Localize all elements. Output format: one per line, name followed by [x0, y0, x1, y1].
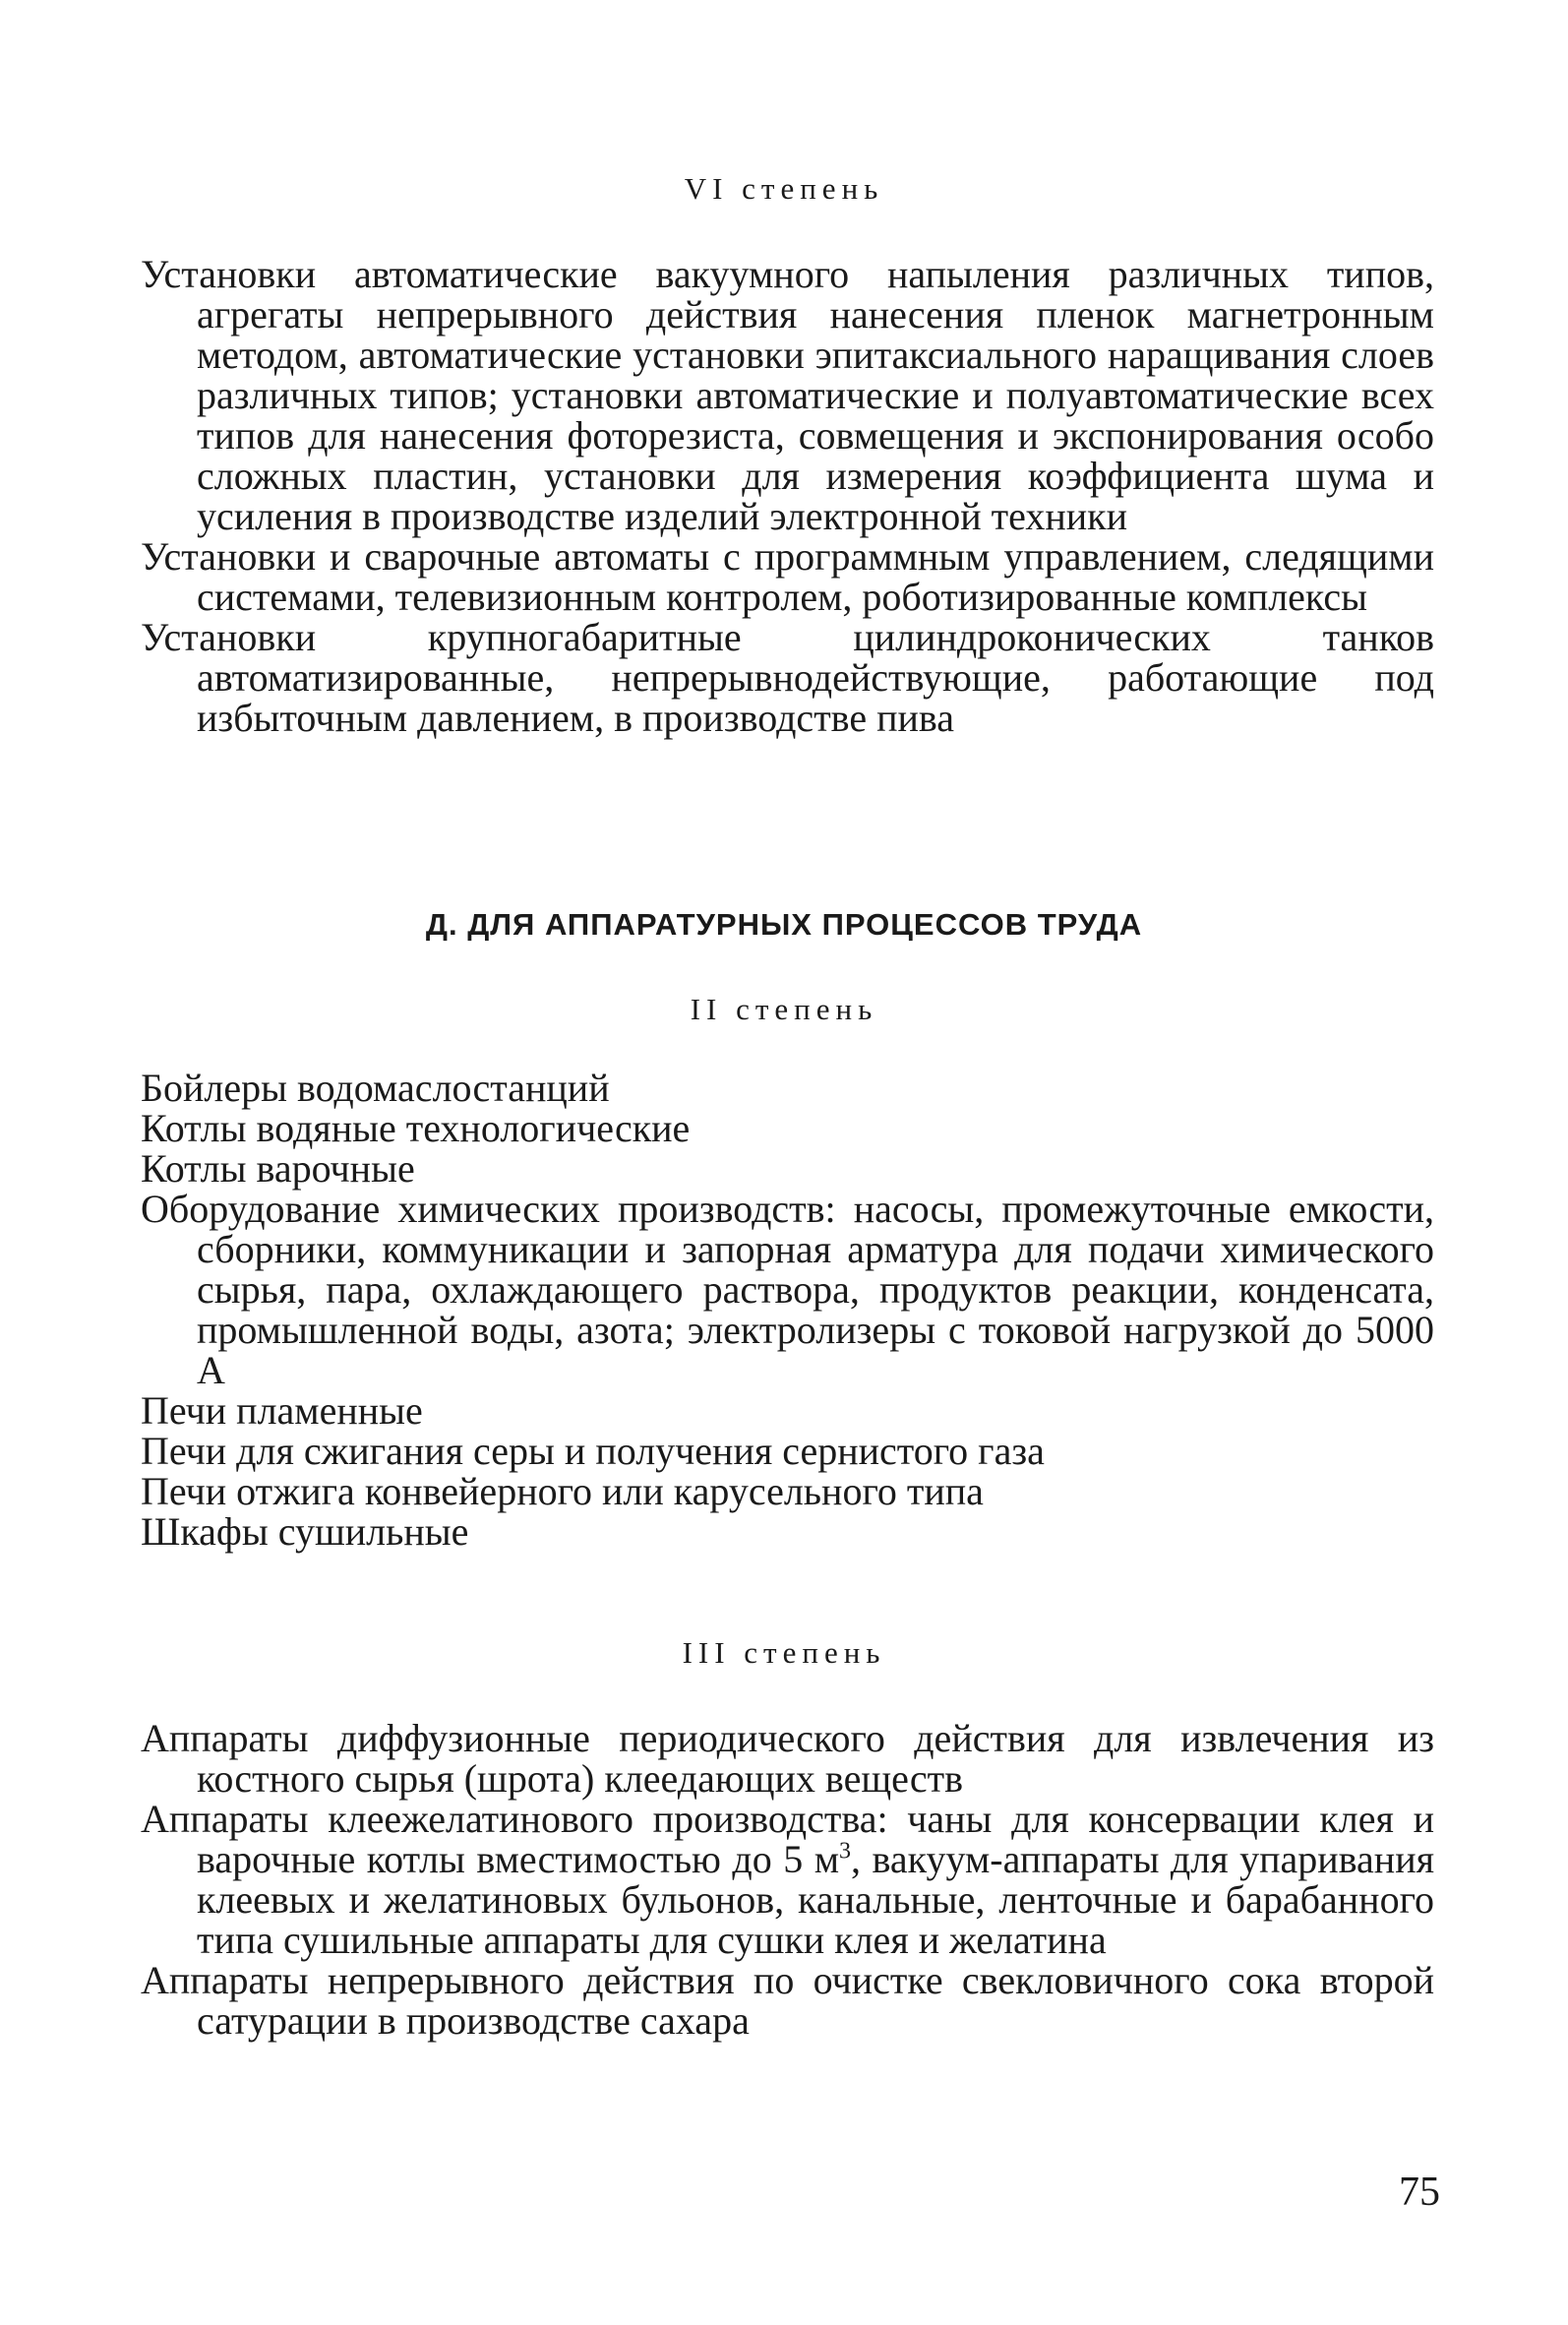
list-item: Котлы водяные технологические	[141, 1106, 691, 1150]
list-item: Котлы варочные	[141, 1146, 415, 1191]
list-item	[141, 1799, 1434, 1960]
grade-heading-iii: III степень	[682, 1635, 886, 1670]
list-item: Шкафы сушильные	[141, 1509, 469, 1554]
list-item: Аппараты непрерывного действия по очистке свекловичного сока второй сатурации в производстве сахара	[141, 1958, 1434, 2043]
equipment-list-vi	[141, 254, 1434, 738]
section-title: Д. ДЛЯ АППАРАТУРНЫХ ПРОЦЕССОВ ТРУДА	[425, 907, 1143, 942]
item-text: Аппараты клеежелатинового производства: чаны для консервации клея и варочные котлы вместимостью до 5 м	[141, 1797, 1434, 1881]
superscript: 3	[839, 1838, 852, 1865]
list-item: Печи для сжигания серы и получения сернистого газа	[141, 1429, 1045, 1473]
page-number: 75	[1399, 2170, 1440, 2215]
list-item: Установки автоматические вакуумного напыления различных типов, агрегаты непрерывного действия нанесения пленок магнетронным методом, автоматические установки эпитаксиального наращивания слоев различных типов; установки автоматические и полуавтоматические всех типов для нанесения фоторезиста, совмещения и экспонирования особо сложных пластин, установки для измерения коэффициента шума и усиления в производстве изделий электронной техники	[141, 252, 1434, 538]
grade-heading-ii: II степень	[690, 992, 878, 1026]
list-item: Печи пламенные	[141, 1388, 423, 1433]
item-text: , вакуум-аппараты для упаривания клеевых и желатиновых бульонов, канальные, ленточные и барабанного типа сушильные аппараты для сушки клея и желатина	[197, 1837, 1434, 1962]
equipment-list-iii	[141, 1718, 1434, 2041]
list-item: Аппараты диффузионные периодического действия для извлечения из костного сырья (шрота) клеедающих веществ	[141, 1716, 1434, 1801]
list-item: Оборудование химических производств: насосы, промежуточные емкости, сборники, коммуникации и запорная арматура для подачи химического сырья, пара, охлаждающего раствора, продуктов реакции, конденсата, промышленной воды, азота; электролизеры с токовой нагрузкой до 5000 А	[141, 1187, 1434, 1392]
list-item: Установки крупногабаритные цилиндроконических танков автоматизированные, непрерывнодействующие, работающие под избыточным давлением, в производстве пива	[141, 615, 1434, 740]
list-item: Установки и сварочные автоматы с программным управлением, следящими системами, телевизионным контролем, роботизированные комплексы	[141, 534, 1434, 619]
equipment-list-ii	[141, 1068, 1434, 1552]
grade-heading-vi: VI степень	[684, 171, 884, 206]
list-item: Бойлеры водомаслостанций	[141, 1066, 610, 1110]
list-item: Печи отжига конвейерного или карусельного типа	[141, 1469, 984, 1513]
